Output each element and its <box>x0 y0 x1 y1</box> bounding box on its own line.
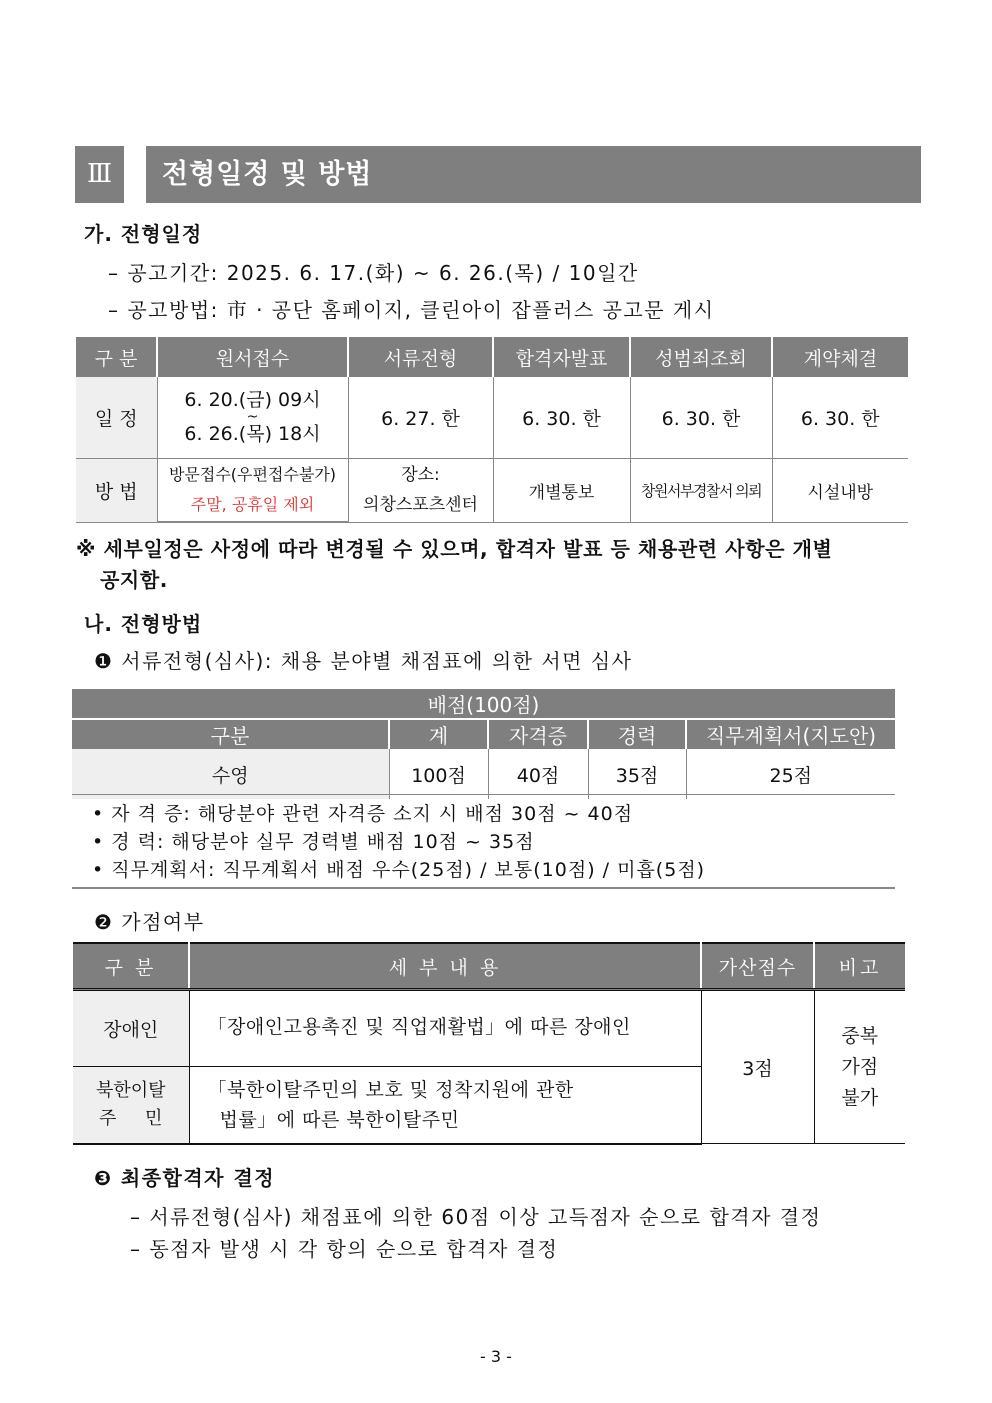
header-crime-check: 성범죄조회 <box>630 337 772 377</box>
score-row <box>72 749 895 799</box>
part-a-heading: 가. 전형일정 <box>84 222 203 246</box>
bonus-detail-disabled: 「장애인고용촉진 및 직업재활법」에 따른 장애인 <box>189 990 701 1067</box>
schedule-note <box>76 534 922 596</box>
bonus-detail-defector <box>189 1067 701 1144</box>
score-header-category: 구분 <box>72 719 389 749</box>
application-period <box>157 377 348 458</box>
criteria-plan: • 직무계획서: 직무계획서 배점 우수(25점) / 보통(10점) / 미흡(5점) <box>92 859 706 881</box>
schedule-note-line1: ※ 세부일정은 사정에 따라 변경될 수 있으며, 합격자 발표 등 채용관련 사항은 개별 <box>76 537 833 561</box>
bonus-row-disabled <box>73 990 905 1067</box>
score-header-plan: 직무계획서(지도안) <box>686 719 895 749</box>
score-table <box>72 689 895 799</box>
application-end: 6. 26.(목) 18시 <box>184 423 321 446</box>
item-final-decision: ❸ 최종합격자 결정 <box>94 1166 276 1190</box>
section-number: Ⅲ <box>75 146 124 203</box>
row-label-method: 방 법 <box>76 458 157 522</box>
bonus-header-detail: 세 부 내 용 <box>189 943 701 990</box>
score-plan: 25점 <box>686 749 895 799</box>
score-header-row <box>72 719 895 749</box>
score-header-career: 경력 <box>588 719 686 749</box>
application-method <box>157 458 348 522</box>
row-label-schedule: 일 정 <box>76 377 157 458</box>
notice-method: – 공고방법: 市 · 공단 홈페이지, 클린아이 잡플러스 공고문 게시 <box>108 298 715 322</box>
bonus-header-points: 가산점수 <box>701 943 814 990</box>
header-announcement: 합격자발표 <box>493 337 630 377</box>
announcement-date: 6. 30. 한 <box>493 377 630 458</box>
bonus-detail-defector-line2: 법률」에 따른 북한이탈주민 <box>219 1108 460 1131</box>
score-total: 100점 <box>389 749 488 799</box>
crime-check-date: 6. 30. 한 <box>630 377 772 458</box>
method-row <box>76 458 908 522</box>
bonus-points: 3점 <box>701 990 814 1144</box>
bonus-detail-defector-line1: 「북한이탈주민의 보호 및 정착지원에 관한 <box>207 1078 574 1101</box>
bonus-remark-line2: 가점 <box>841 1055 879 1078</box>
part-b-heading: 나. 전형방법 <box>84 612 203 636</box>
bonus-label-defector-line1: 북한이탈 <box>95 1079 166 1101</box>
application-method-text: 방문접수(우편접수불가) <box>168 464 337 484</box>
document-place-label: 장소: <box>401 465 440 485</box>
criteria-career: • 경 력: 해당분야 실무 경력별 배점 10점 ~ 35점 <box>92 831 535 853</box>
section-title: 전형일정 및 방법 <box>146 146 921 203</box>
score-career: 35점 <box>588 749 686 799</box>
score-group-header: 배점(100점) <box>72 689 895 719</box>
bonus-remark <box>814 990 905 1144</box>
header-contract: 계약체결 <box>772 337 908 377</box>
crime-check-method: 창원서부경찰서 의뢰 <box>630 458 772 522</box>
bonus-label-defector <box>73 1067 189 1144</box>
score-field: 수영 <box>72 749 389 799</box>
score-group-row <box>72 689 895 719</box>
contract-date: 6. 30. 한 <box>772 377 908 458</box>
document-date: 6. 27. 한 <box>348 377 493 458</box>
document-place-name: 의창스포츠센터 <box>363 495 478 515</box>
header-category: 구 분 <box>76 337 157 377</box>
application-exclusion: 주말, 공휴일 제외 <box>190 494 315 514</box>
score-certificate: 40점 <box>488 749 588 799</box>
final-rule-2: – 동점자 발생 시 각 항의 순으로 합격자 결정 <box>130 1237 559 1261</box>
schedule-table <box>76 337 908 523</box>
header-application: 원서접수 <box>157 337 348 377</box>
bonus-header-row <box>73 943 905 990</box>
application-start: 6. 20.(금) 09시 <box>184 389 321 412</box>
notice-period: – 공고기간: 2025. 6. 17.(화) ~ 6. 26.(목) / 10일간 <box>108 261 639 285</box>
bonus-header-category: 구 분 <box>73 943 189 990</box>
bonus-header-remark: 비고 <box>814 943 905 990</box>
bonus-remark-line3: 불가 <box>841 1086 879 1109</box>
criteria-certificate: • 자 격 증: 해당분야 관련 자격증 소지 시 배점 30점 ~ 40점 <box>92 803 634 825</box>
contract-method: 시설내방 <box>772 458 908 522</box>
bonus-remark-line1: 중복 <box>841 1024 879 1047</box>
bonus-label-defector-line2: 주 민 <box>99 1107 163 1129</box>
bonus-table <box>73 942 905 1145</box>
application-tilde: ~ <box>246 409 259 426</box>
item-document-screening: ❶ 서류전형(심사): 채용 분야별 채점표에 의한 서면 심사 <box>94 649 633 673</box>
header-document-screening: 서류전형 <box>348 337 493 377</box>
final-rule-1: – 서류전형(심사) 채점표에 의한 60점 이상 고득점자 순으로 합격자 결정 <box>130 1205 822 1229</box>
document-place <box>348 458 493 522</box>
score-header-total: 계 <box>389 719 488 749</box>
schedule-note-line2: 공지함. <box>100 568 168 592</box>
schedule-row <box>76 377 908 458</box>
announcement-method: 개별통보 <box>493 458 630 522</box>
page-number: - 3 - <box>480 1347 512 1366</box>
schedule-header-row <box>76 337 908 377</box>
item-bonus: ❷ 가점여부 <box>94 910 205 934</box>
bonus-label-disabled: 장애인 <box>73 990 189 1067</box>
score-header-certificate: 자격증 <box>488 719 588 749</box>
